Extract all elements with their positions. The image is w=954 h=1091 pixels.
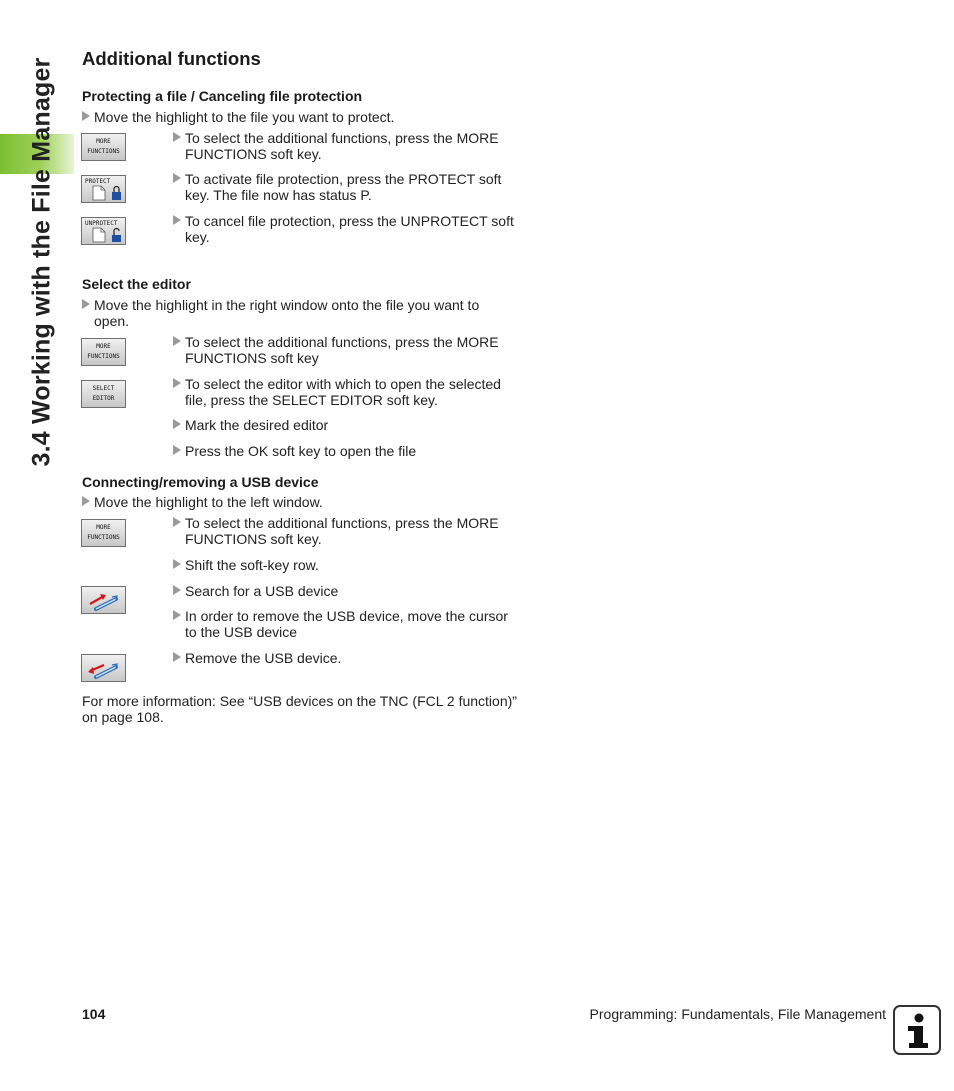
bullet-arrow-icon [173,173,181,183]
usb-step-1: To select the additional functions, press the MORE FUNCTIONS soft key. [173,515,533,547]
editor-heading: Select the editor [82,276,191,292]
bullet-arrow-icon [173,610,181,620]
footer-chapter-title: Programming: Fundamentals, File Management [589,1006,886,1022]
usb-remove-icon [82,655,125,681]
bullet-arrow-icon [82,299,90,309]
bullet-arrow-icon [82,496,90,506]
more-info-note: For more information: See “USB devices on the TNC (FCL 2 function)” on page 108. [82,693,517,725]
protect-intro-step: Move the highlight to the file you want to protect. [82,109,522,125]
more-functions-softkey[interactable] [81,338,126,366]
protect-softkey[interactable] [81,175,126,203]
select-editor-softkey[interactable] [81,380,126,408]
usb-step-4: In order to remove the USB device, move the cursor to the USB device [173,608,533,640]
usb-step-2: Shift the soft-key row. [173,557,533,573]
bullet-arrow-icon [173,215,181,225]
unprotect-softkey[interactable] [81,217,126,245]
editor-step-1: To select the additional functions, press the MORE FUNCTIONS soft key [173,334,533,366]
protect-heading: Protecting a file / Canceling file protection [82,88,363,104]
softkey-label: MORE [96,343,111,350]
softkey-label: FUNCTIONS [87,534,120,541]
softkey-label: FUNCTIONS [87,353,120,360]
softkey-label: MORE [96,524,111,531]
info-i-glyph [895,1007,939,1053]
bullet-arrow-icon [173,445,181,455]
softkey-label: EDITOR [92,395,115,402]
protect-step-3: To cancel file protection, press the UNPROTECT soft key. [173,213,533,245]
protect-lock-icon [82,176,125,202]
unprotect-lock-icon [82,218,125,244]
editor-intro-step: Move the highlight in the right window onto the file you want to open. [82,297,532,329]
usb-heading: Connecting/removing a USB device [82,474,319,490]
bullet-arrow-icon [173,559,181,569]
editor-step-2: To select the editor with which to open the selected file, press the SELECT EDITOR soft key. [173,376,533,408]
bullet-arrow-icon [173,132,181,142]
section-title: Additional functions [82,48,261,69]
softkey-label: UNPROTECT [85,220,118,227]
page-number: 104 [82,1006,106,1022]
bullet-arrow-icon [82,111,90,121]
softkey-label: PROTECT [85,178,111,185]
chapter-vertical-title: 3.4 Working with the File Manager [27,57,56,467]
softkey-label: FUNCTIONS [87,148,120,155]
bullet-arrow-icon [173,652,181,662]
bullet-arrow-icon [173,585,181,595]
info-icon [893,1005,941,1055]
usb-intro-step: Move the highlight to the left window. [82,494,522,510]
more-functions-softkey[interactable] [81,133,126,161]
protect-step-1: To select the additional functions, press the MORE FUNCTIONS soft key. [173,130,533,162]
bullet-arrow-icon [173,419,181,429]
usb-step-3: Search for a USB device [173,583,533,599]
usb-step-5: Remove the USB device. [173,650,533,666]
bullet-arrow-icon [173,336,181,346]
bullet-arrow-icon [173,517,181,527]
editor-step-4: Press the OK soft key to open the file [173,443,533,459]
bullet-arrow-icon [173,378,181,388]
usb-remove-softkey[interactable] [81,654,126,682]
softkey-label: SELECT [92,385,115,392]
usb-connect-softkey[interactable] [81,586,126,614]
softkey-label: MORE [96,138,111,145]
more-functions-softkey[interactable] [81,519,126,547]
usb-connect-icon [82,587,125,613]
protect-step-2: To activate file protection, press the PROTECT soft key. The file now has status P. [173,171,533,203]
editor-step-3: Mark the desired editor [173,417,533,433]
